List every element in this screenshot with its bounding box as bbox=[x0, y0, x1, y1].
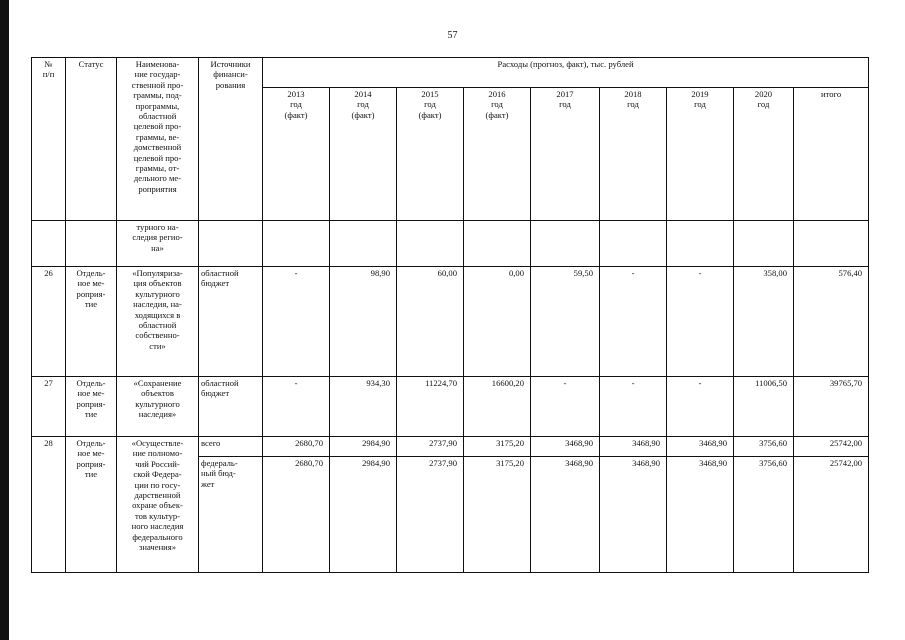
cell-value: 11224,70 bbox=[397, 377, 464, 437]
cell-value: 2737,90 bbox=[397, 457, 464, 573]
header-name: Наименова- ние государ- ственной про- граммы, под- программы, областной целевой про- граммы, ве- домственной целевой про- граммы, от- дельного ме- роприятия bbox=[117, 58, 199, 221]
cell-value: 59,50 bbox=[531, 267, 600, 377]
cell-value: 60,00 bbox=[397, 267, 464, 377]
cell-total: 39765,70 bbox=[794, 377, 869, 437]
expenses-table bbox=[31, 57, 869, 573]
cell-total: 576,40 bbox=[794, 267, 869, 377]
header-expenses: Расходы (прогноз, факт), тыс. рублей bbox=[263, 58, 869, 88]
cell-value: 16600,20 bbox=[464, 377, 531, 437]
cell-value: 2737,90 bbox=[397, 437, 464, 457]
header-source: Источники финанси- рования bbox=[199, 58, 263, 221]
cell-value: - bbox=[263, 377, 330, 437]
cell-total: 25742,00 bbox=[794, 437, 869, 457]
cell-value: - bbox=[667, 267, 734, 377]
cell-total: 25742,00 bbox=[794, 457, 869, 573]
row-source: всего bbox=[199, 437, 263, 457]
cell-value: 3468,90 bbox=[531, 437, 600, 457]
continuation-name: турного на- следия регио- на» bbox=[117, 221, 199, 267]
cell-value: - bbox=[263, 267, 330, 377]
cell-value: 3756,60 bbox=[734, 437, 794, 457]
cell-value: 3468,90 bbox=[667, 437, 734, 457]
header-total: итого bbox=[794, 88, 869, 221]
cell-value: 3175,20 bbox=[464, 437, 531, 457]
header-year: 2013 год (факт) bbox=[263, 88, 330, 221]
cell-value: - bbox=[667, 377, 734, 437]
header-year: 2018 год bbox=[600, 88, 667, 221]
cell-value: 3468,90 bbox=[600, 437, 667, 457]
cell-value: - bbox=[600, 267, 667, 377]
row-num: 26 bbox=[32, 267, 66, 377]
row-status: Отдель- ное ме- роприя- тие bbox=[66, 267, 117, 377]
cell-value: 2984,90 bbox=[330, 457, 397, 573]
header-row bbox=[32, 58, 869, 88]
row-source: федераль- ный бюд- жет bbox=[199, 457, 263, 573]
header-year: 2020 год bbox=[734, 88, 794, 221]
table-row bbox=[32, 377, 869, 437]
page-number: 57 bbox=[447, 30, 458, 41]
row-name: «Осуществле- ние полномо- чий Россий- ской Федера- ции по госу- дарственной охране объек- тов культур- ного наследия федерального значения» bbox=[117, 437, 199, 573]
row-num: 28 bbox=[32, 437, 66, 573]
header-year: 2014 год (факт) bbox=[330, 88, 397, 221]
cell-value: 3468,90 bbox=[600, 457, 667, 573]
cell-value: 2984,90 bbox=[330, 437, 397, 457]
scan-edge-bar bbox=[0, 0, 9, 640]
cell-value: 358,00 bbox=[734, 267, 794, 377]
table-row bbox=[32, 267, 869, 377]
cell-value: 3175,20 bbox=[464, 457, 531, 573]
header-status: Статус bbox=[66, 58, 117, 221]
cell-value: 11006,50 bbox=[734, 377, 794, 437]
table-row bbox=[32, 437, 869, 457]
cell-value: 3468,90 bbox=[667, 457, 734, 573]
cell-value: 3468,90 bbox=[531, 457, 600, 573]
row-name: «Сохранение объектов культурного наследия» bbox=[117, 377, 199, 437]
cell-value: 2680,70 bbox=[263, 437, 330, 457]
row-num: 27 bbox=[32, 377, 66, 437]
row-source: областной бюджет bbox=[199, 377, 263, 437]
cell-value: - bbox=[531, 377, 600, 437]
cell-value: - bbox=[600, 377, 667, 437]
cell-value: 0,00 bbox=[464, 267, 531, 377]
continuation-row bbox=[32, 221, 869, 267]
header-year: 2015 год (факт) bbox=[397, 88, 464, 221]
row-source: областной бюджет bbox=[199, 267, 263, 377]
cell-value: 2680,70 bbox=[263, 457, 330, 573]
header-year: 2017 год bbox=[531, 88, 600, 221]
header-year: 2016 год (факт) bbox=[464, 88, 531, 221]
row-status: Отдель- ное ме- роприя- тие bbox=[66, 377, 117, 437]
row-status: Отдель- ное ме- роприя- тие bbox=[66, 437, 117, 573]
row-name: «Популяриза- ция объектов культурного наследия, на- ходящихся в областной собственно- сти» bbox=[117, 267, 199, 377]
header-num: № п/п bbox=[32, 58, 66, 221]
cell-value: 934,30 bbox=[330, 377, 397, 437]
cell-value: 3756,60 bbox=[734, 457, 794, 573]
header-year: 2019 год bbox=[667, 88, 734, 221]
cell-value: 98,90 bbox=[330, 267, 397, 377]
